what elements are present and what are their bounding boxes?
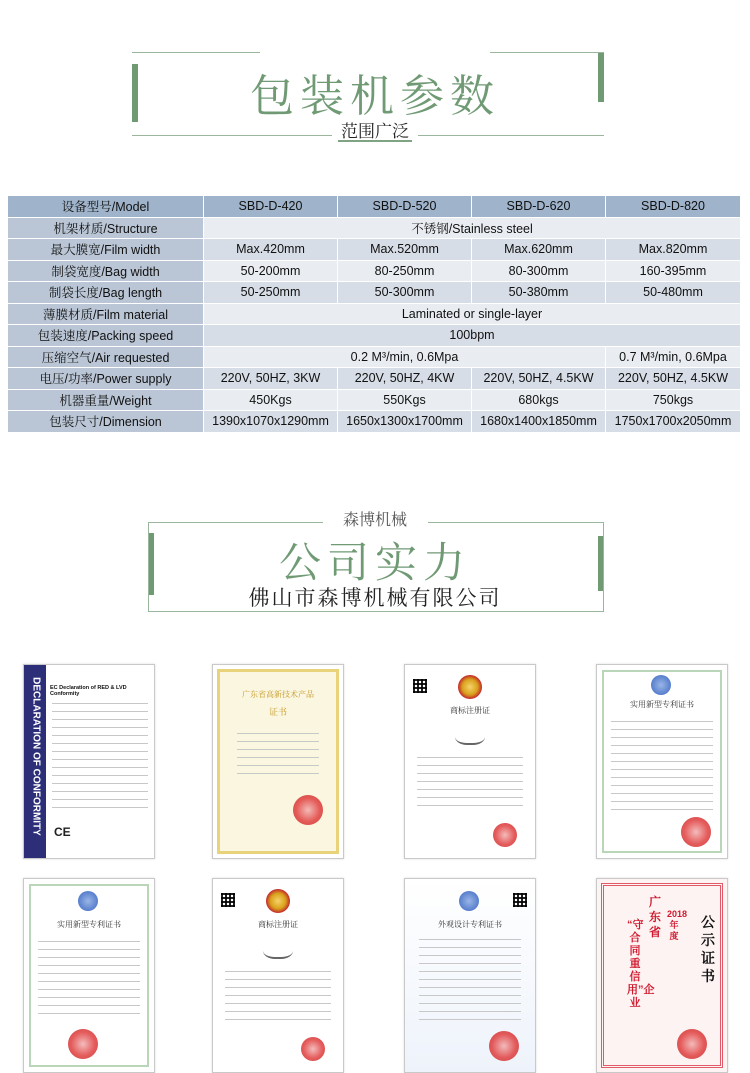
table-row (8, 303, 741, 325)
row-label: 薄膜材质/Film material (8, 303, 204, 325)
table-row (8, 411, 741, 433)
table-cell: 50-200mm (204, 260, 338, 282)
table-cell: 50-300mm (338, 282, 472, 304)
cert-side-text: DECLARATION OF CONFORMITY (30, 677, 42, 836)
table-cell: 1390x1070x1290mm (204, 411, 338, 433)
cert-title: 外观设计专利证书 (438, 920, 502, 929)
cert-title: 公示证书 (701, 914, 715, 984)
cert-text-lines (38, 941, 140, 1021)
page-subtitle: 范围广泛 (341, 122, 409, 142)
table-cell: 0.7 M³/min, 0.6Mpa (606, 346, 741, 368)
cert-title: 商标注册证 (450, 706, 490, 715)
table-cell: 80-300mm (472, 260, 606, 282)
patent-logo-icon (651, 675, 671, 695)
table-cell: 50-250mm (204, 282, 338, 304)
section-title: 公司实力 (278, 538, 471, 587)
cert-line-province: 广东省 (648, 895, 661, 939)
table-row (8, 389, 741, 411)
row-label: 包装速度/Packing speed (8, 325, 204, 347)
certificate-high-tech-product (212, 664, 344, 859)
table-row (8, 346, 741, 368)
cert-text-lines (611, 721, 713, 817)
national-emblem-icon (266, 889, 290, 913)
certificate-utility-patent-2 (23, 878, 155, 1073)
certificate-utility-patent (596, 664, 728, 859)
row-label: 包装尺寸/Dimension (8, 411, 204, 433)
red-seal-icon (68, 1029, 98, 1059)
table-cell: 750kgs (606, 389, 741, 411)
header-top-line-right (490, 52, 604, 53)
cert-text-lines (52, 703, 148, 815)
table-header-row (8, 196, 741, 218)
certificate-design-patent (404, 878, 536, 1073)
table-row (8, 325, 741, 347)
spec-table (7, 195, 741, 433)
header-top-line (132, 52, 260, 53)
patent-logo-icon (78, 891, 98, 911)
cert-title: 实用新型专利证书 (630, 700, 694, 709)
table-cell: 50-480mm (606, 282, 741, 304)
row-label: 制袋宽度/Bag width (8, 260, 204, 282)
table-cell: 100bpm (204, 325, 741, 347)
certificate-trademark (404, 664, 536, 859)
table-cell: 220V, 50HZ, 4.5KW (472, 368, 606, 390)
red-seal-icon (489, 1031, 519, 1061)
table-header-cell: SBD-D-520 (338, 196, 472, 218)
table-cell: 50-380mm (472, 282, 606, 304)
row-label: 制袋长度/Bag length (8, 282, 204, 304)
national-emblem-icon (458, 675, 482, 699)
table-cell: 550Kgs (338, 389, 472, 411)
table-cell: 220V, 50HZ, 4KW (338, 368, 472, 390)
table-cell: 450Kgs (204, 389, 338, 411)
qr-code-icon (513, 893, 527, 907)
trademark-logo-icon (263, 939, 293, 959)
cert-text-lines (419, 939, 521, 1027)
page-title: 包装机参数 (250, 71, 500, 122)
table-row (8, 282, 741, 304)
trademark-logo-icon (455, 725, 485, 745)
table-row (8, 260, 741, 282)
table-header-cell: 设备型号/Model (8, 196, 204, 218)
red-seal-icon (301, 1037, 325, 1061)
table-cell: 1650x1300x1700mm (338, 411, 472, 433)
table-cell: 160-395mm (606, 260, 741, 282)
cert-title: EC Declaration of RED & LVD Conformity (50, 685, 127, 697)
red-seal-icon (493, 823, 517, 847)
cert-text-lines (417, 757, 523, 813)
red-seal-icon (677, 1029, 707, 1059)
cert-title: 广东省高新技术产品 (242, 690, 314, 699)
table-cell: Laminated or single-layer (204, 303, 741, 325)
row-label: 电压/功率/Power supply (8, 368, 204, 390)
cert-title: 商标注册证 (258, 920, 298, 929)
table-cell: 1750x1700x2050mm (606, 411, 741, 433)
cert-subtitle: 证书 (268, 708, 287, 718)
row-label: 压缩空气/Air requested (8, 346, 204, 368)
table-cell: 不锈钢/Stainless steel (204, 217, 741, 239)
table-row (8, 368, 741, 390)
table-header-cell: SBD-D-420 (204, 196, 338, 218)
cert-line-year: 2018年度 (667, 909, 688, 941)
table-cell: 220V, 50HZ, 4.5KW (606, 368, 741, 390)
table-cell: 80-250mm (338, 260, 472, 282)
table-cell: 0.2 M³/min, 0.6Mpa (204, 346, 606, 368)
row-label: 机器重量/Weight (8, 389, 204, 411)
cert-text-lines (237, 733, 319, 781)
red-seal-icon (681, 817, 711, 847)
cert-text-lines (225, 971, 331, 1027)
certificate-credit-enterprise (596, 878, 728, 1073)
table-cell: Max.520mm (338, 239, 472, 261)
ce-mark-icon: CE (54, 825, 71, 839)
qr-code-icon (413, 679, 427, 693)
red-seal-icon (293, 795, 323, 825)
table-cell: 680kgs (472, 389, 606, 411)
patent-logo-icon (459, 891, 479, 911)
table-cell: 1680x1400x1850mm (472, 411, 606, 433)
table-cell: Max.420mm (204, 239, 338, 261)
company-name: 佛山市森博机械有限公司 (248, 586, 502, 610)
cert-title: 实用新型专利证书 (57, 920, 121, 929)
table-header-cell: SBD-D-820 (606, 196, 741, 218)
company-brand: 森博机械 (342, 510, 407, 529)
cert-line-honor: “守合同重信用”企业 (627, 919, 655, 1009)
table-row (8, 239, 741, 261)
table-cell: 220V, 50HZ, 3KW (204, 368, 338, 390)
row-label: 最大膜宽/Film width (8, 239, 204, 261)
table-header-cell: SBD-D-620 (472, 196, 606, 218)
certificate-ec-declaration (23, 664, 155, 859)
certificate-trademark-2 (212, 878, 344, 1073)
row-label: 机架材质/Structure (8, 217, 204, 239)
table-cell: Max.820mm (606, 239, 741, 261)
qr-code-icon (221, 893, 235, 907)
table-cell: Max.620mm (472, 239, 606, 261)
table-row (8, 217, 741, 239)
